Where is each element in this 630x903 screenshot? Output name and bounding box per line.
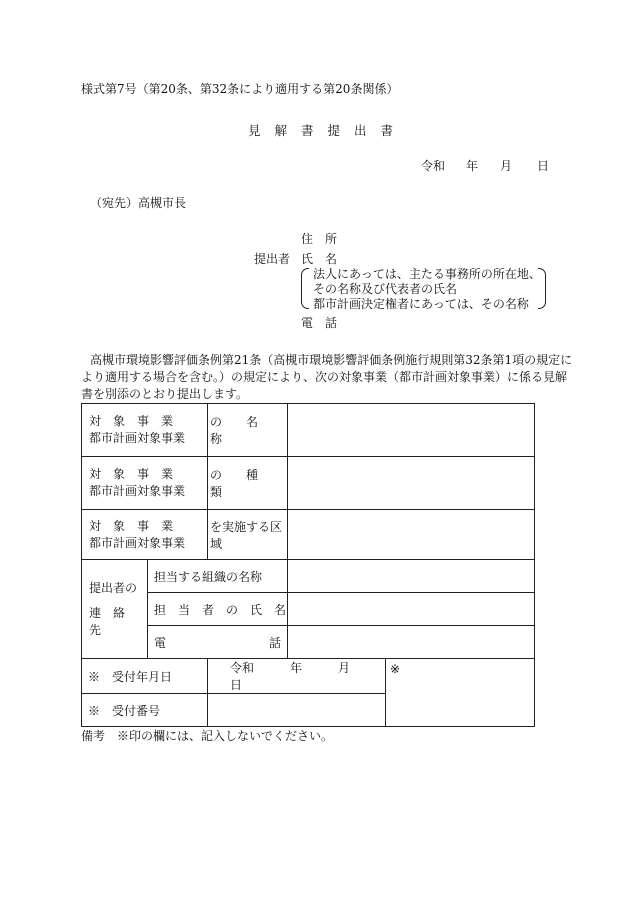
submitter-label: 提出者	[254, 252, 291, 266]
table-row	[82, 457, 535, 510]
form-header: 様式第7号（第20条、第32条により適用する第20条関係）	[81, 82, 399, 96]
table-row	[82, 404, 535, 457]
phone-char-a: 電	[154, 635, 167, 650]
address-label: 住 所	[301, 232, 338, 246]
addressee: （宛先）高槻市長	[90, 196, 187, 210]
contact-phone-cell[interactable]	[288, 626, 535, 659]
note-line-3: 都市計画決定権者にあっては、その名称	[313, 297, 529, 311]
date-year: 年	[466, 159, 479, 173]
contact-person-cell[interactable]	[288, 593, 535, 626]
page-title: 見解書提出書	[248, 123, 408, 138]
project-table	[81, 403, 535, 727]
contact-label-1: 提出者の	[89, 580, 138, 595]
project-type-cell[interactable]	[288, 457, 535, 510]
project-name-cell[interactable]	[288, 404, 535, 457]
table-row	[82, 560, 535, 593]
table-row	[82, 659, 535, 694]
office-use-cell	[386, 659, 535, 727]
contact-phone-label	[148, 626, 288, 659]
phone-char-b: 話	[268, 635, 281, 650]
date-era: 令和	[421, 159, 446, 173]
rowhead-b: 都市計画対象事業	[89, 431, 186, 445]
project-area-cell[interactable]	[288, 510, 535, 560]
body-line-3: 書を別添のとおり提出します。	[81, 387, 249, 401]
contact-org-cell[interactable]	[288, 560, 535, 593]
row2-head	[82, 457, 208, 510]
contact-label	[82, 560, 148, 659]
remarks: 備考 ※印の欄には、記入しないでください。	[81, 729, 334, 743]
received-date-value: 令和 年 月 日	[208, 659, 386, 694]
row3-suffix: を実施する区域	[208, 510, 288, 560]
received-date-label: ※ 受付年月日	[82, 659, 208, 694]
rowhead-b: 都市計画対象事業	[89, 484, 186, 498]
table-row	[82, 510, 535, 560]
row1-suffix: の 名 称	[208, 404, 288, 457]
received-no-cell	[208, 694, 386, 727]
body-line-2: より適用する場合を含む。）の規定により、次の対象事業（都市計画対象事業）に係る見解	[81, 370, 568, 384]
rowhead-b: 都市計画対象事業	[89, 535, 186, 550]
office-mark: ※	[390, 662, 401, 676]
rowhead-a: 対 象 事 業	[89, 467, 174, 481]
name-label: 氏 名	[301, 252, 338, 266]
phone-label: 電 話	[301, 316, 338, 330]
table-row	[82, 626, 535, 659]
received-no-label: ※ 受付番号	[82, 694, 208, 727]
date-month: 月	[500, 159, 513, 173]
rowhead-a: 対 象 事 業	[89, 518, 174, 533]
row3-head	[82, 510, 208, 560]
contact-org-label: 担当する組織の名称	[148, 560, 288, 593]
note-bracket-left	[301, 268, 309, 309]
body-line-1: 高槻市環境影響評価条例第21条（高槻市環境影響評価条例施行規則第32条第1項の規定に	[90, 353, 573, 367]
contact-label-2: 連 絡 先	[89, 605, 138, 637]
date-day: 日	[537, 159, 550, 173]
note-line-1: 法人にあっては、主たる事務所の所在地、	[313, 267, 541, 281]
contact-person-label: 担 当 者 の 氏 名	[148, 593, 288, 626]
table-row	[82, 593, 535, 626]
row2-suffix: の 種 類	[208, 457, 288, 510]
note-line-2: その名称及び代表者の氏名	[313, 282, 458, 296]
row1-head	[82, 404, 208, 457]
rowhead-a: 対 象 事 業	[89, 414, 174, 428]
